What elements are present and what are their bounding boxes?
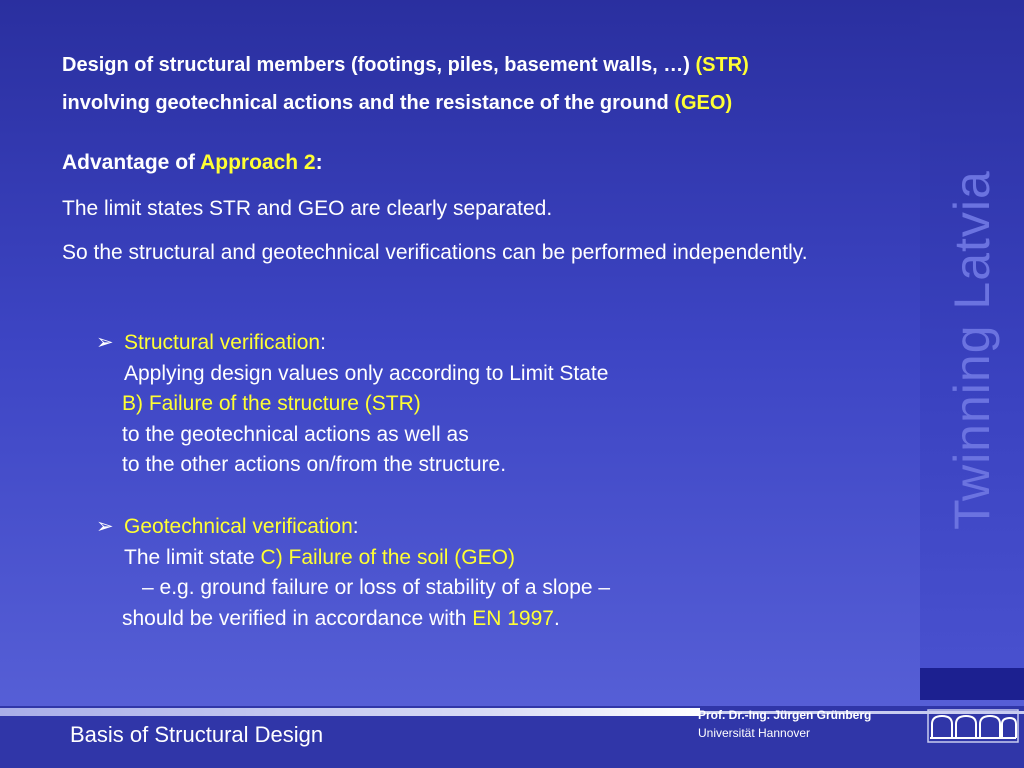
sidebar-strip <box>920 668 1024 700</box>
geotechnical-line-1-highlight: C) Failure of the soil (GEO) <box>260 545 515 569</box>
structural-line-4: to the other actions on/from the structure. <box>122 453 507 476</box>
title-line-2 <box>62 84 922 122</box>
geotechnical-line-1-prefix: The limit state <box>124 545 261 569</box>
structural-colon: : <box>320 331 326 354</box>
structural-verification-block <box>96 328 856 481</box>
geotechnical-colon: : <box>352 515 359 538</box>
title-str-highlight: (STR) <box>695 54 749 76</box>
structural-line-3: to the geotechnical actions as well as <box>122 422 469 446</box>
structural-heading-text: Structural verification <box>124 331 321 354</box>
en-1997-highlight: EN 1997 <box>472 606 554 630</box>
geotechnical-line-3-suffix: . <box>553 606 560 630</box>
structural-line-2: B) Failure of the structure (STR) <box>122 392 421 415</box>
slide-content <box>62 148 882 268</box>
advantage-suffix: : <box>315 151 323 174</box>
title-line-1-text: Design of structural members (footings, piles, basement walls, …) <box>62 54 696 76</box>
footer-divider <box>0 708 700 716</box>
advantage-heading <box>62 148 882 178</box>
geotechnical-line-2: – e.g. ground failure or loss of stability of a slope – <box>142 576 611 599</box>
approach-2-highlight: Approach 2 <box>200 151 316 174</box>
geotechnical-line-1 <box>96 543 856 574</box>
author-name: Prof. Dr.-Ing. Jürgen Grünberg <box>698 708 872 722</box>
geotechnical-heading <box>96 512 856 543</box>
paragraph-1: The limit states STR and GEO are clearly separated. <box>62 197 553 220</box>
geotechnical-verification-block <box>96 512 856 634</box>
arrow-bullet-icon: ➢ <box>96 331 114 354</box>
paragraph-2: So the structural and geotechnical verifications can be performed independently. <box>62 241 808 264</box>
title-line-2-text: involving geotechnical actions and the resistance of the ground <box>62 92 675 114</box>
geotechnical-line-3-prefix: should be verified in accordance with <box>122 606 473 630</box>
arrow-bullet-icon: ➢ <box>96 515 114 538</box>
geotechnical-line-3 <box>96 604 856 635</box>
title-line-1 <box>62 46 922 84</box>
structural-line-1: Applying design values only according to Limit State <box>124 361 609 385</box>
author-affiliation: Universität Hannover <box>698 726 811 740</box>
slide-title <box>62 46 922 122</box>
title-geo-highlight: (GEO) <box>674 92 733 114</box>
sidebar-brand-text: Twinning Latvia <box>944 170 1000 530</box>
footer-title: Basis of Structural Design <box>70 722 324 747</box>
geotechnical-heading-text: Geotechnical verification <box>124 515 353 538</box>
author-info <box>698 706 871 742</box>
structural-heading <box>96 328 856 359</box>
advantage-prefix: Advantage of <box>62 151 201 174</box>
university-logo-icon <box>926 708 1020 744</box>
